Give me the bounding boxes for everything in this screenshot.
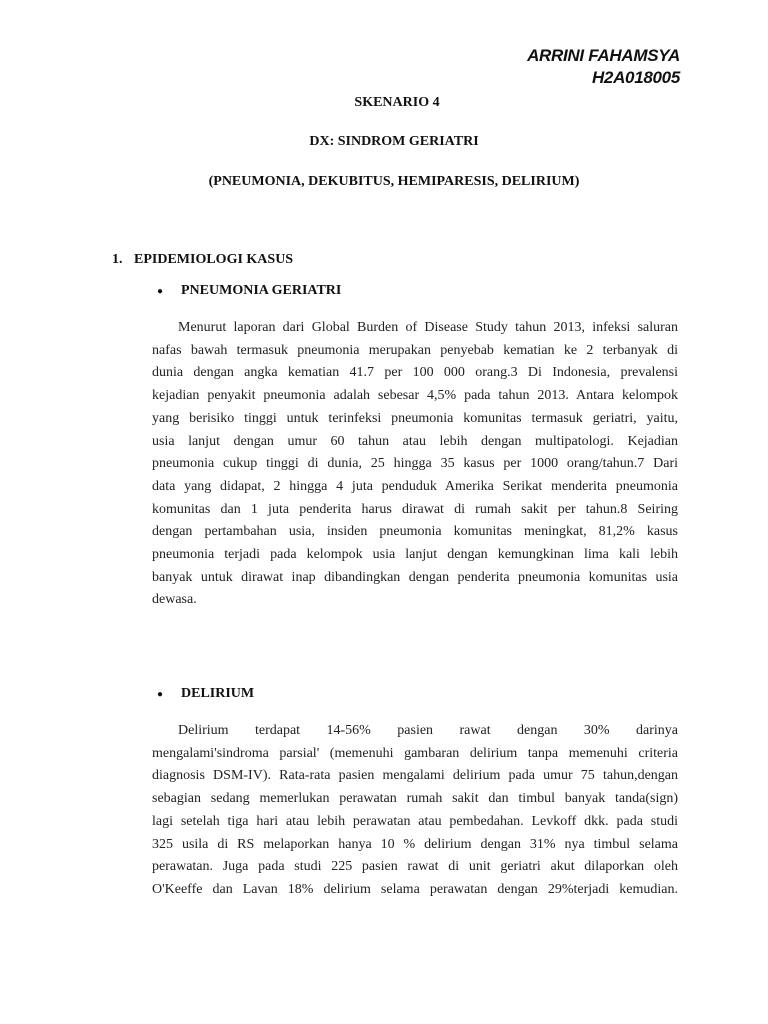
pneumonia-heading: PNEUMONIA GERIATRI xyxy=(181,283,342,298)
paragraph-line: usia lanjut dengan umur 60 tahun atau lebih dengan multipatologi. Kejadian xyxy=(152,433,678,449)
paragraph-line: Delirium terdapat 14-56% pasien rawat dengan 30% darinya xyxy=(178,723,678,738)
diagnosis-title: DX: SINDROM GERIATRI xyxy=(309,134,479,149)
diagnosis-subtitle: (PNEUMONIA, DEKUBITUS, HEMIPARESIS, DELIRIUM) xyxy=(208,174,580,189)
paragraph-line: pneumonia terjadi pada kelompok usia lanjut dengan kemungkinan lima kali lebih xyxy=(152,547,678,563)
scenario-title: SKENARIO 4 xyxy=(354,95,440,110)
paragraph-line: lagi setelah tiga hari atau lebih perawatan atau pembedahan. Levkoff dkk. pada studi xyxy=(152,813,678,829)
author-name: ARRINI FAHAMSYA xyxy=(527,46,680,65)
bullet-icon: ● xyxy=(157,689,164,700)
paragraph-line: pneumonia cukup tinggi di dunia, 25 hingga 35 kasus per 1000 orang/tahun.7 Dari xyxy=(152,456,678,472)
paragraph-line: O'Keeffe dan Lavan 18% delirium selama perawatan dengan 29%terjadi kemudian. xyxy=(152,881,678,897)
paragraph-line: komunitas dan 1 juta penderita harus dirawat di rumah sakit per tahun.8 Seiring xyxy=(152,501,678,517)
paragraph-line: kejadian penyakit pneumonia adalah sebesar 4,5% pada tahun 2013. Antara kelompok xyxy=(152,388,678,404)
bullet-icon: ● xyxy=(157,286,164,297)
paragraph-line: Menurut laporan dari Global Burden of Disease Study tahun 2013, infeksi saluran xyxy=(178,320,678,335)
paragraph-line: 325 usila di RS melaporkan hanya 10 % delirium dengan 31% nya timbul selama xyxy=(152,836,678,852)
section-title: EPIDEMIOLOGI KASUS xyxy=(134,252,294,267)
paragraph-line: nafas bawah termasuk pneumonia merupakan penyebab kematian ke 2 terbanyak di xyxy=(152,342,678,358)
paragraph-line: dengan pertambahan usia, insiden pneumonia komunitas meningkat, 81,2% kasus xyxy=(152,524,678,540)
paragraph-line: sebagian sedang memerlukan perawatan rumah sakit dan timbul banyak tanda(sign) xyxy=(152,791,678,807)
author-nim: H2A018005 xyxy=(591,68,680,87)
paragraph-line: dewasa. xyxy=(152,592,197,608)
pneumonia-paragraph xyxy=(152,317,678,612)
paragraph-line: banyak untuk dirawat inap dibandingkan dengan penderita pneumonia komunitas usia xyxy=(152,569,678,585)
paragraph-line: dunia dengan angka kematian 41.7 per 100 000 orang.3 Di Indonesia, prevalensi xyxy=(152,365,678,381)
section-number: 1. xyxy=(112,252,123,267)
delirium-paragraph xyxy=(152,720,678,902)
paragraph-line: data yang didapat, 2 hingga 4 juta penduduk Amerika Serikat menderita pneumonia xyxy=(152,478,678,494)
paragraph-line: yang berisiko tinggi untuk terinfeksi pneumonia komunitas termasuk geriatri, yaitu, xyxy=(152,410,678,426)
paragraph-line: perawatan. Juga pada studi 225 pasien rawat di unit geriatri akut dilaporkan oleh xyxy=(152,859,678,875)
paragraph-line: mengalami'sindroma parsial' (memenuhi gambaran delirium tanpa memenuhi criteria xyxy=(152,745,678,761)
delirium-heading: DELIRIUM xyxy=(181,686,255,701)
paragraph-line: diagnosis DSM-IV). Rata-rata pasien mengalami delirium pada umur 75 tahun,dengan xyxy=(152,768,678,784)
